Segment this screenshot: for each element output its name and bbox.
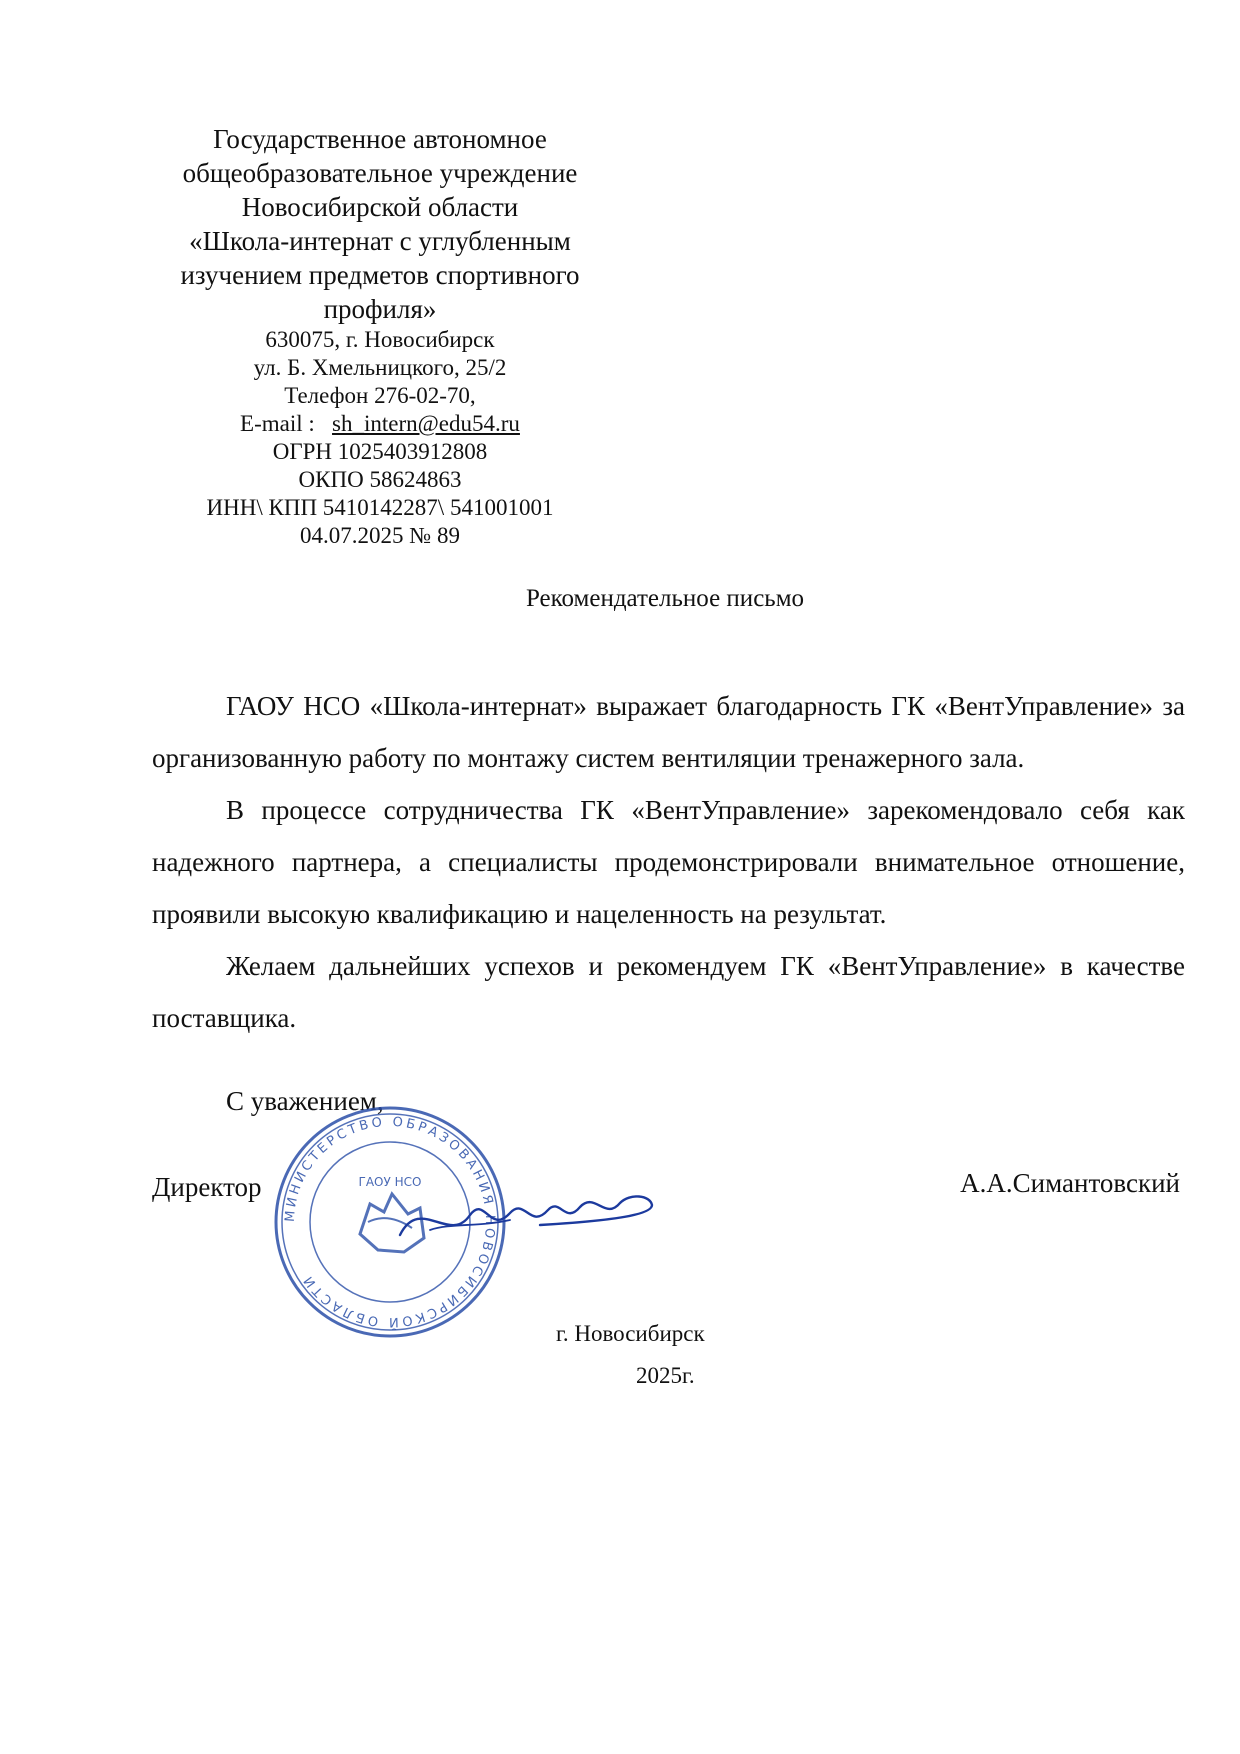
okpo: ОКПО 58624863 — [298, 467, 462, 492]
city: г. Новосибирск — [556, 1321, 705, 1346]
paragraph-2: В процессе сотрудничества ГК «ВентУправление» зарекомендовало себя как надежного партнера, а специалисты продемонстрировали внимательное отношение, проявили высокую квалификацию и нацеленность на результат. — [152, 795, 1185, 929]
org-name-line-3: Новосибирской области — [241, 192, 519, 222]
director-signature — [390, 1175, 660, 1265]
org-name-line-6: профиля» — [323, 294, 437, 324]
email-link[interactable]: sh_intern@edu54.ru — [332, 411, 520, 436]
email-line — [120, 410, 640, 438]
stamp-outer-text: МИНИСТЕРСТВО ОБРАЗОВАНИЯ НОВОСИБИРСКОЙ ОБЛАСТИ — [282, 1114, 498, 1330]
org-name-line-5: изучением предметов спортивного — [180, 260, 580, 290]
phone: Телефон 276-02-70, — [284, 383, 476, 408]
letterhead — [120, 122, 640, 550]
year: 2025г. — [636, 1363, 695, 1388]
email-label: E-mail : — [240, 411, 333, 436]
greeting: С уважением, — [226, 1086, 384, 1116]
org-name-line-1: Государственное автономное — [213, 124, 547, 154]
document-title: Рекомендательное письмо — [525, 585, 805, 612]
postal-address: 630075, г. Новосибирск — [265, 327, 495, 352]
letter-body — [152, 680, 1185, 1044]
paragraph-1: ГАОУ НСО «Школа-интернат» выражает благодарность ГК «ВентУправление» за организованную работу по монтажу систем вентиляции тренажерного зала. — [152, 691, 1185, 773]
street-address: ул. Б. Хмельницкого, 25/2 — [253, 355, 507, 380]
director-name: А.А.Симантовский — [960, 1168, 1180, 1198]
paragraph-3: Желаем дальнейших успехов и рекомендуем ГК «ВентУправление» в качестве поставщика. — [152, 951, 1185, 1033]
inn-kpp: ИНН\ КПП 5410142287\ 541001001 — [206, 495, 554, 520]
ogrn: ОГРН 1025403912808 — [272, 439, 488, 464]
stamp-inner-text: ГАОУ НСО — [358, 1175, 422, 1189]
director-title: Директор — [152, 1172, 262, 1202]
date-number: 04.07.2025 № 89 — [300, 523, 460, 548]
org-name-line-2: общеобразовательное учреждение — [182, 158, 578, 188]
org-name-line-4: «Школа-интернат с углубленным — [189, 226, 571, 256]
